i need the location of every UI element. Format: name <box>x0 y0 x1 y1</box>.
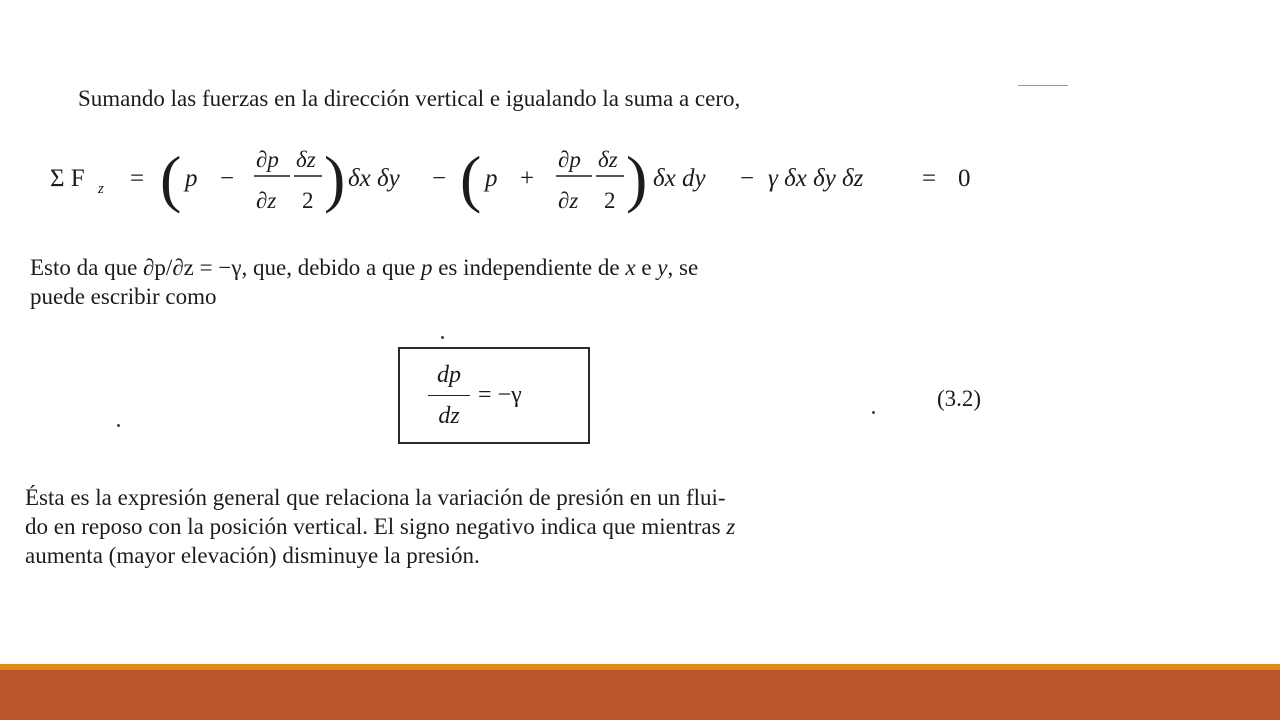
eq1-dz-2: ∂z <box>558 188 579 213</box>
eq1-p-1: p <box>185 165 198 192</box>
conclusion-text-a: do en reposo con la posición vertical. El signo negativo indica que mientras <box>25 514 727 539</box>
equation-number: (3.2) <box>937 386 982 411</box>
derivation-text-a: Esto da que ∂p/∂z = −γ, que, debido a que <box>30 255 421 280</box>
eq1-open-paren-2: ( <box>460 143 482 214</box>
conclusion-var-z: z <box>726 514 736 539</box>
fraction-bar <box>428 395 470 396</box>
paragraph-derivation-line-2: puede escribir como <box>30 284 217 309</box>
paragraph-intro-text: Sumando las fuerzas en la dirección vertical e igualando la suma a cero, <box>78 86 741 111</box>
eq1-plus-2: + <box>520 165 535 192</box>
eq1-close-paren-2: ) <box>626 143 648 214</box>
paragraph-conclusion-line-1: Ésta es la expresión general que relaciona la variación de presión en un flui- <box>25 485 726 510</box>
eq1-dp-1: ∂p <box>256 147 279 172</box>
eq1-equals: = <box>130 165 145 192</box>
eq1-lhs: Σ F <box>50 165 85 192</box>
eq1-lhs-sub: z <box>98 181 104 197</box>
eq1-dp-2: ∂p <box>558 147 581 172</box>
eq1-minus-1: − <box>220 165 235 192</box>
eq1-mid-2: δx dy <box>653 165 706 192</box>
eq1-minus-2: − <box>432 165 447 192</box>
eq1-dz-1: ∂z <box>256 188 277 213</box>
paragraph-intro <box>78 84 740 113</box>
force-sum-equation <box>50 138 1010 218</box>
scan-speck <box>441 336 444 339</box>
eq1-open-paren-1: ( <box>160 143 182 214</box>
footer-bar <box>0 670 1280 720</box>
eq1-p-2: p <box>485 165 498 192</box>
eq1-zero: 0 <box>958 165 971 192</box>
paragraph-conclusion <box>25 483 735 570</box>
dp-dz-fraction <box>428 359 470 432</box>
fraction-numerator: dp <box>437 362 461 388</box>
paragraph-derivation <box>30 253 698 311</box>
eq1-minus-3: − <box>740 165 755 192</box>
fraction-denominator: dz <box>438 403 460 429</box>
eq1-two-2: 2 <box>604 188 616 213</box>
eq1-delz-1: δz <box>296 147 316 172</box>
derivation-var-y: y <box>657 255 668 280</box>
eq1-tail: γ δx δy δz <box>768 165 864 192</box>
paragraph-derivation-line-1 <box>30 253 698 282</box>
scan-speck <box>117 424 120 427</box>
derivation-text-b: es independiente de <box>432 255 626 280</box>
derivation-text-d: , se <box>667 255 699 280</box>
paragraph-conclusion-line-3: aumenta (mayor elevación) disminuye la presión. <box>25 543 480 568</box>
boxed-equation <box>398 347 590 444</box>
boxed-equation-rhs: = −γ <box>478 382 522 408</box>
eq1-delz-2: δz <box>598 147 618 172</box>
eq1-two-1: 2 <box>302 188 314 213</box>
eq1-mid-1: δx δy <box>348 165 400 192</box>
derivation-var-x: x <box>625 255 636 280</box>
scan-speck <box>872 411 875 414</box>
stray-line <box>1018 85 1068 86</box>
eq1-equals-2: = <box>922 165 937 192</box>
derivation-text-c: e <box>635 255 658 280</box>
derivation-var-p: p <box>420 255 433 280</box>
paragraph-conclusion-line-2 <box>25 512 735 541</box>
eq1-close-paren-1: ) <box>324 143 346 214</box>
